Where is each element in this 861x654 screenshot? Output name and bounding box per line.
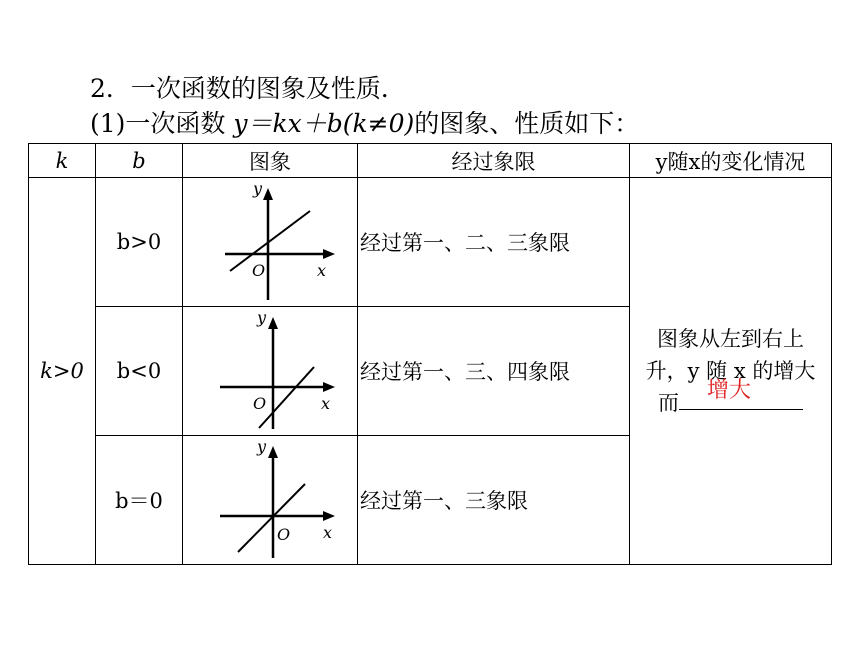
linear-function-table	[28, 143, 832, 565]
axis-x-label: x	[321, 394, 331, 413]
graph-cell	[183, 307, 358, 436]
graph-cell	[183, 436, 358, 565]
axis-y-label: y	[253, 182, 263, 198]
origin-label: O	[253, 394, 267, 413]
table-row	[29, 178, 832, 307]
quadrants-cell: 经过第一、三、四象限	[358, 307, 630, 436]
header-graph: 图象	[183, 144, 358, 178]
heading-line-2	[90, 109, 639, 139]
header-change: y随x的变化情况	[630, 144, 832, 178]
change-cell	[630, 178, 832, 565]
graph-b-negative	[195, 311, 345, 431]
axis-y-label: y	[257, 440, 267, 456]
answer-blank	[679, 378, 803, 410]
origin-label: O	[277, 525, 291, 544]
graph-b-positive	[195, 182, 345, 302]
axis-x-label: x	[317, 261, 327, 280]
header-b: b	[96, 144, 183, 178]
graph-b-zero	[195, 440, 345, 560]
header-quadrants: 经过象限	[358, 144, 630, 178]
header-k: k	[29, 144, 96, 178]
b-cell: b>0	[96, 178, 183, 307]
change-line-3-prefix: 而	[658, 391, 679, 415]
heading-line-2-suffix: 的图象、性质如下：	[414, 109, 640, 138]
header-row	[29, 144, 832, 178]
change-line-2: 升，y 随 x 的增大	[645, 359, 816, 383]
axis-x-label: x	[323, 523, 333, 542]
axis-y-label: y	[257, 311, 267, 327]
graph-cell	[183, 178, 358, 307]
origin-label: O	[252, 261, 266, 280]
change-text	[630, 323, 831, 419]
change-line-1: 图象从左到右上	[657, 327, 804, 351]
k-value-cell: k>0	[29, 178, 96, 565]
quadrants-cell: 经过第一、二、三象限	[358, 178, 630, 307]
heading-line-2-formula: y＝kx＋b(k≠0)	[233, 109, 415, 138]
heading-line-2-prefix: (1)一次函数	[90, 109, 234, 138]
b-cell: b＝0	[96, 436, 183, 565]
b-cell: b<0	[96, 307, 183, 436]
quadrants-cell: 经过第一、三象限	[358, 436, 630, 565]
heading-line-1: 2．一次函数的图象及性质．	[90, 74, 406, 103]
change-line-3	[630, 378, 831, 419]
answer-text: 增大	[707, 378, 752, 403]
